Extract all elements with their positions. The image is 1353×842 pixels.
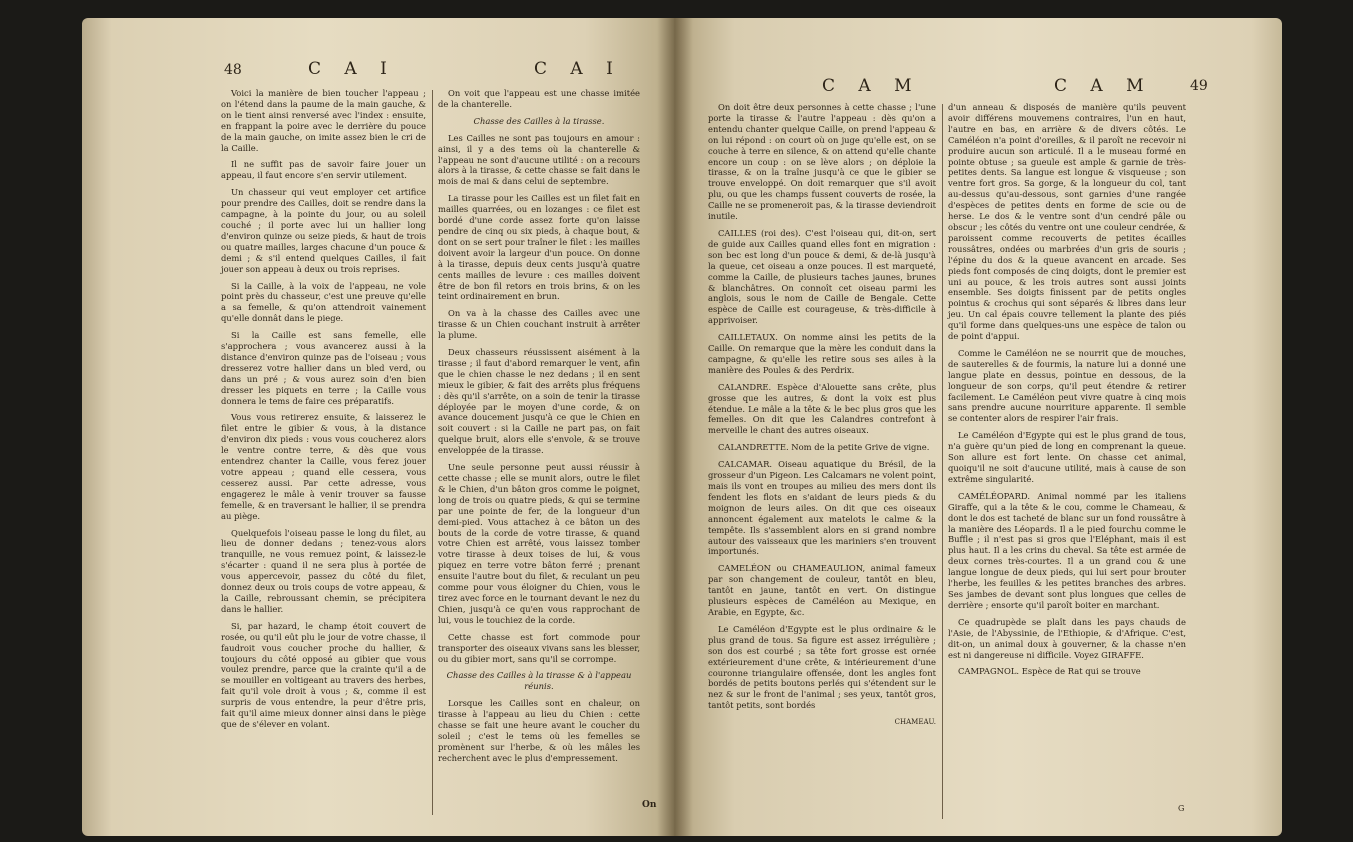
paragraph: CALANDRETTE. Nom de la petite Grive de vigne.	[718, 442, 930, 453]
paragraph: Cette chasse est fort commode pour transporter des oiseaux vivans sans les blesser, ou du gibier mort, sans qu'il se corrompe.	[438, 631, 640, 664]
paragraph: Lorsque les Cailles sont en chaleur, on tirasse à l'appeau au lieu du Chien : cette chasse se fait une heure avant le coucher du soleil ; c'est le tems où les femelles se promènent sur l'herbe, & où les mâles les recherchent avec le plus d'empressement.	[438, 698, 640, 763]
catchword: On	[642, 800, 657, 810]
paragraph: Une seule personne peut aussi réussir à cette chasse ; elle se munit alors, outre le filet & le Chien, d'un bâton gros comme le poignet, long de trois ou quatre pieds, & qui se termine par une pointe de fer, de la longueur d'un demi-pied. Vous attachez à ce bâton un des bouts de la corde de votre tirasse, & quand votre Chien est arrêté, vous laissez tomber votre tirasse à deux toises de lui, & vous piquez en terre votre bâton ferré ; prenant ensuite l'autre bout du filet, & reculant un peu comme pour vous éloigner du Chien, vous le tirez avec force en le tournant devant le nez du Chien, jusqu'à ce qu'en vous rapprochant de lui, vous le touchiez de la corde.	[438, 462, 640, 625]
paragraph: Comme le Caméléon ne se nourrit que de mouches, de sauterelles & de fourmis, la nature lui a donné une langue plate en dessus, pointue en dessous, de la longueur de son corps, qu'il peut étendre & retirer facilement. Le Caméléon peut vivre quatre à cinq mois sans prendre aucune nourriture apparente. Il semble se contenter alors de respirer l'air frais.	[948, 347, 1186, 424]
section-title: Chasse des Cailles à la tirasse & à l'appeau réunis.	[446, 670, 632, 692]
paragraph: On doit être deux personnes à cette chasse ; l'une porte la tirasse & l'autre l'appeau : dès qu'on a entendu chanter quelque Caille, on prend l'appeau & on lui répond : on court où on juge qu'elle est, on se couche à terre en silence, & on attend qu'elle chante encore un coup : on se lève alors ; on déploie la tirasse, & on la traîne jusqu'à ce que le gibier se trouve enveloppé. On doit remarquer que s'il avoit plu, ou que les champs fussent couverts de rosée, la Caille ne se promeneroit pas, & la tirasse deviendroit inutile.	[708, 102, 936, 222]
paragraph: CAILLES (roi des). C'est l'oiseau qui, dit-on, sert de guide aux Cailles quand elles font en migration : son bec est long d'un pouce & demi, & de-là jusqu'à la queue, cet oiseau a onze pouces. Il est marqueté, comme la Caille, de plusieurs taches jaunes, brunes & blanchâtres. On connoît cet oiseau parmi les anglois, sous le nom de Caille de Bengale. Cette espèce de Caille est courageuse, & très-difficile à apprivoiser.	[708, 227, 936, 326]
column-rule	[432, 90, 433, 815]
paragraph: Vous vous retirerez ensuite, & laisserez le filet entre le gibier & vous, à la distance d'environ dix pieds : vous vous coucherez alors le ventre contre terre, & dès que vous entendrez chanter la Caille, vous ferez jouer votre appeau ; quand elle cessera, vous cesserez aussi. Par cette adresse, vous engagerez le mâle à venir trouver sa fausse femelle, & en traversant le hallier, il se prendra au piège.	[221, 412, 426, 521]
catchword: CHAMEAU.	[894, 718, 936, 727]
text-column	[708, 102, 936, 822]
right-page	[674, 18, 1282, 836]
paragraph: CAILLETAUX. On nomme ainsi les petits de la Caille. On remarque que la mère les conduit dans la campagne, & qu'elle les retire sous ses ailes à la manière des Poules & des Perdrix.	[708, 332, 936, 375]
signature-mark: G	[1178, 804, 1185, 813]
paragraph: CALANDRE. Espèce d'Alouette sans crête, plus grosse que les autres, & dont la voix est plus étendue. Le mâle a la tête & le bec plus gros que les femelles. On dit que les Calandres contrefont à merveille le chant des autres oiseaux.	[708, 381, 936, 436]
paragraph: Deux chasseurs réussissent aisément à la tirasse ; il faut d'abord remarquer le vent, afin que le chien chasse le nez dedans ; il en sent mieux le gibier, & fait des arrêts plus fréquens : dès qu'il s'arrête, on a soin de tenir la tirasse déployée par le moyen d'une corde, & on avance doucement jusqu'à ce que le Chien en soit couvert : si la Caille ne part pas, on fait quelque bruit, alors elle s'envole, & se trouve enveloppée de la tirasse.	[438, 347, 640, 456]
column-rule	[942, 104, 943, 819]
paragraph: Il ne suffit pas de savoir faire jouer un appeau, il faut encore s'en servir utilement.	[221, 159, 426, 181]
paragraph: Si la Caille est sans femelle, elle s'approchera ; vous avancerez aussi à la distance d'environ quinze pas de l'oiseau ; vous dresserez votre hallier dans un bled verd, ou dans un pré ; & vous aurez soin d'en bien dresser les piquets en terre ; la Caille vous donnera le tems de faire ces préparatifs.	[221, 330, 426, 406]
paragraph: Si la Caille, à la voix de l'appeau, ne vole point près du chasseur, c'est une preuve qu'elle a sa femelle, & qu'on attendroit vainement qu'elle donnât dans le piege.	[221, 280, 426, 324]
open-book	[82, 18, 1282, 836]
paragraph: On va à la chasse des Cailles avec une tirasse & un Chien couchant instruit à arrêter la plume.	[438, 308, 640, 341]
running-head: C A I	[308, 59, 396, 79]
paragraph: Un chasseur qui veut employer cet artifice pour prendre des Cailles, doit se rendre dans la campagne, à la pointe du jour, ou au soleil couché ; il porte avec lui un hallier long d'environ quinze ou seize pieds, & haut de trois ou quatre mailles, larges chacune d'un pouce & demi ; & s'il entend quelques Cailles, il fait jouer son appeau à deux ou trois reprises.	[221, 187, 426, 274]
running-head: C A M	[822, 76, 921, 96]
paragraph: Voici la manière de bien toucher l'appeau ; on l'étend dans la paume de la main gauche, & on le tient ainsi renversé avec l'index : ensuite, en frappant la poire avec le derrière du pouce de la main gauche, on imite assez bien le cri de la Caille.	[221, 88, 426, 153]
section-title: Chasse des Cailles à la tirasse.	[473, 115, 605, 126]
paragraph: Si, par hazard, le champ étoit couvert de rosée, ou qu'il eût plu le jour de votre chasse, il faudroit vous coucher proche du hallier, & toujours du côté opposé au gibier que vous voulez prendre, parce que la crainte qu'il a de se mouiller en voltigeant au travers des herbes, fait qu'il vole droit à vous ; &, comme il est surpris de vous entendre, la peur d'être pris, fait qu'il aime mieux donner ainsi dans le piège que de s'élever en volant.	[221, 620, 426, 729]
paragraph: Ce quadrupède se plaît dans les pays chauds de l'Asie, de l'Abyssinie, de l'Ethiopie, & d'Afrique. C'est, dit-on, un animal doux à gouverner, & la chasse n'en est ni dangereuse ni difficile. Voyez GIRAFFE.	[948, 616, 1186, 660]
page-number: 49	[1190, 78, 1208, 94]
page-number: 48	[224, 62, 242, 78]
text-column	[221, 88, 426, 823]
paragraph: On voit que l'appeau est une chasse imitée de la chanterelle.	[438, 88, 640, 109]
left-page	[82, 18, 674, 836]
paragraph: Les Cailles ne sont pas toujours en amour : ainsi, il y a des tems où la chanterelle & l'appeau ne sont d'aucune utilité : on a recours alors à la tirasse, & cette chasse se fait dans le mois de mai & dans celui de septembre.	[438, 132, 640, 187]
paragraph: La tirasse pour les Cailles est un filet fait en mailles quarrées, ou en lozanges : ce filet est bordé d'une corde assez forte qu'on laisse pendre de cinq ou six pieds, à chaque bout, & dont on se sert pour traîner le filet : les mailles doivent avoir la largeur d'un pouce. On donne à la tirasse, depuis deux cents jusqu'à quatre cents mailles de levure : ces mailles doivent être de bon fil retors en trois brins, & on les teint ordinairement en brun.	[438, 193, 640, 302]
paragraph: Le Caméléon d'Egypte qui est le plus grand de tous, n'a guère qu'un pied de long en comprenant la queue. Son allure est fort lente. On chasse cet animal, quoiqu'il ne soit d'aucune utilité, mais à cause de son extrême singularité.	[948, 430, 1186, 484]
paragraph: CAMELÉON ou CHAMEAULION, animal fameux par son changement de couleur, tantôt en bleu, tantôt en jaune, tantôt en vert. On distingue plusieurs espèces de Caméléon au Mexique, en Arabie, en Egypte, &c.	[708, 563, 936, 617]
paragraph: CAMPAGNOL. Espèce de Rat qui se trouve	[958, 666, 1141, 677]
paragraph: CALCAMAR. Oiseau aquatique du Brésil, de la grosseur d'un Pigeon. Les Calcamars ne volent point, mais ils vont en troupes au milieu des mers dont ils fendent les flots en s'aidant de leurs pieds & du moignon de leurs ailes. On dit que ces oiseaux annoncent également aux matelots le calme & la tempête. Ils s'assemblent alors en si grand nombre autour des vaisseaux que les mariniers s'en trouvent importunés.	[708, 459, 936, 557]
paragraph: d'un anneau & disposés de manière qu'ils peuvent avoir différens mouvemens contraires, l'un en haut, l'autre en bas, en arrière & de divers côtés. Le Caméléon n'a point d'oreilles, & il paroît ne recevoir ni produire aucun son articulé. Il a le museau formé en pointe obtuse ; sa gueule est ample & garnie de très-petites dents. Sa langue est longue & visqueuse ; son ventre fort gros. Sa gorge, & la longueur du col, tant au-dessus qu'au-dessous, sont garnies d'une rangée d'espèces de petites dents en forme de scie ou de herse. Le dos & le ventre sont d'un cendré pâle ou obscur ; les côtés du ventre ont une couleur cendrée, & paroissent comme recouverts de petites écailles roussâtres, ondées ou marbrées d'un gris de souris ; l'épine du dos & la queue avancent en arcade. Ses pieds font composés de cinq doigts, dont le premier est uni au pouce, & les trois autres sont aussi joints ensemble. Ses doigts finissent par de petits ongles pointus & crochus qui sont séparés & libres dans leur jeu. Un cal épais couvre tellement la plante des piés qu'il forme dans quelques-uns une espèce de talon ou de point d'appui.	[948, 102, 1186, 342]
paragraph: Quelquefois l'oiseau passe le long du filet, au lieu de donner dedans ; tenez-vous alors tranquille, ne vous remuez point, & laissez-le s'écarter : quand il ne sera plus à portée de vous appercevoir, passez du côté du filet, donnez deux ou trois coups de votre appeau, & la Caille, rebroussant chemin, se précipitera dans le hallier.	[221, 527, 426, 614]
text-column	[438, 88, 640, 793]
text-column	[948, 102, 1186, 802]
running-head: C A I	[534, 59, 622, 79]
running-head: C A M	[1054, 76, 1153, 96]
paragraph: CAMÉLÉOPARD. Animal nommé par les italiens Giraffe, qui a la tête & le cou, comme le Chameau, & dont le dos est tacheté de blanc sur un fond roussâtre à la manière des Léopards. Il a le pied fourchu comme le Buffle ; il n'est pas si gros que l'Eléphant, mais il est plus haut. Il a les crins du cheval. Sa tête est armée de deux cornes très-courtes. Il a un grand cou & une langue longue de deux pieds, qui lui sert pour brouter l'herbe, les feuilles & les petites branches des arbres. Ses jambes de devant sont plus longues que celles de derrière ; ensorte qu'il paroît boiter en marchant.	[948, 490, 1186, 610]
paragraph: Le Caméléon d'Egypte est le plus ordinaire & le plus grand de tous. Sa figure est assez irrégulière ; son dos est courbé ; sa tête fort grosse est ornée extérieurement d'une crête, & intérieurement d'une couronne triangulaire offensée, dont les angles font bordés de petits boutons perlés qui s'étendent sur le nez & sur le front de l'animal ; ses yeux, tantôt gros, tantôt petits, sont bordés	[708, 623, 936, 711]
